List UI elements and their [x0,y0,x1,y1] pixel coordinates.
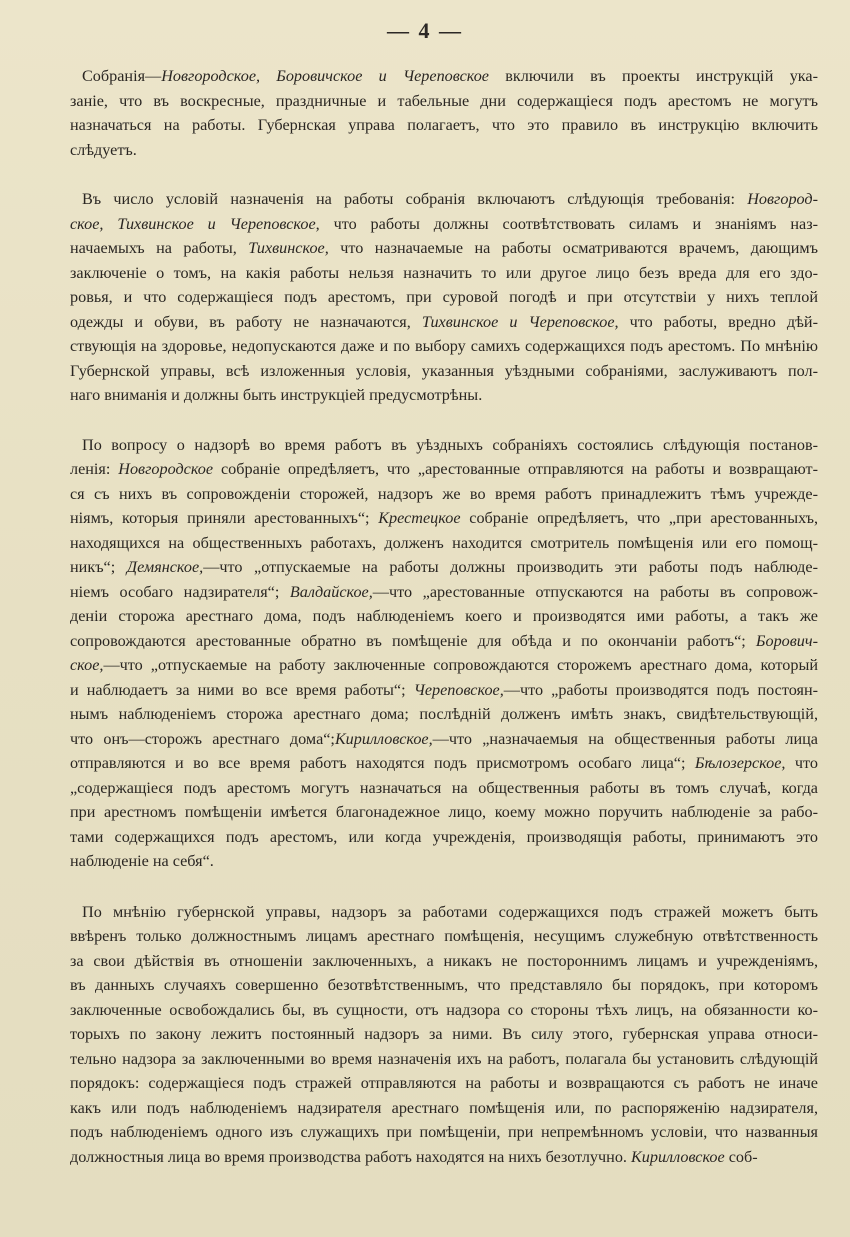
text-line [70,138,818,163]
italic-text: Тихвинское и Череповское, [421,312,619,331]
text-run: за свои дѣйствія въ отношеніи заключенныхъ, а никакъ не постороннимъ лицамъ и учрежденіямъ, [70,951,818,970]
text-run: заніе, что въ воскресные, праздничные и табельные дни содержащіеся подъ арестомъ не могутъ [70,91,818,110]
text-line [70,64,818,89]
text-line [70,555,818,580]
italic-text: Валдайское, [289,582,373,601]
text-run: заключенные освобождались бы, въ сущности, отъ надзора со стороны тѣхъ лицъ, на обязанности ко- [70,1000,818,1019]
text-line [70,1120,818,1145]
text-run: никъ“; [70,558,127,576]
text-run: наблюденіе на себя“. [70,852,214,870]
text-line [70,998,818,1023]
italic-text: Бѣлозерское, [694,754,786,772]
italic-text: Новгород- [747,190,818,208]
paragraph-2 [70,187,818,408]
text-line [70,334,818,359]
text-line [70,973,818,998]
text-line [70,678,818,703]
italic-text: Тихвинское, [248,239,329,257]
italic-text: Кирилловское, [334,729,433,748]
text-run: отправляются и во все время работъ находятся подъ присмотромъ особаго лица“; [70,754,695,772]
text-run: что онъ—сторожъ арестнаго дома“; [70,729,335,748]
text-run: порядокъ: содержащіеся подъ стражей отправляются на работы и возвращаются съ работъ не иначе [70,1074,818,1092]
text-run: —что „работы производятся подъ постоян- [503,680,818,699]
text-run: должностныя лица во время производства работъ находятся на нихъ безотлучно. [70,1147,632,1166]
text-line [70,433,818,458]
text-run: тами содержащихся подъ арестомъ, или когда учрежденія, производящія работы, принимаютъ это [70,827,818,846]
text-line [70,900,818,925]
text-run: деніи сторожа арестнаго дома, подъ наблюденіемъ коего и производятся ими работы, а такъ же [70,607,818,625]
paragraph-4 [70,900,818,1170]
text-run: находящихся на общественныхъ работахъ, долженъ находится смотритель помѣщенія или его помощ- [70,533,818,552]
text-line [70,1096,818,1121]
text-line [70,212,818,237]
text-line [70,727,818,752]
text-line [70,604,818,629]
text-line [70,702,818,727]
text-run: ввѣренъ только должностнымъ лицамъ арестнаго помѣщенія, несущимъ служебную отвѣтственность [70,927,818,945]
text-run: что работы, вредно дѣй- [618,312,818,331]
text-run: ніемъ особаго надзирателя“; [70,582,290,601]
italic-text: Череповское, [413,680,504,699]
text-run: начаемыхъ на работы, [70,239,249,257]
italic-text: Кирилловское [631,1147,725,1166]
text-line [70,261,818,286]
text-line [70,1022,818,1047]
text-run: торыхъ по закону лежитъ постоянный надзоръ за ними. Въ силу этого, губернская управа относи- [70,1025,818,1043]
text-line [70,825,818,850]
text-run: ленія: [70,460,119,478]
page-number: — 4 — [387,18,463,43]
italic-text: Демянское, [126,558,204,576]
text-line [70,310,818,335]
text-run: что назначаемые на работы осматриваются врачемъ, дающимъ [328,239,818,257]
text-run: что [785,754,818,772]
text-line [70,849,818,874]
text-run: сопровождаются арестованные обратно въ помѣщеніе для обѣда и по окончаніи работъ“; [70,631,756,650]
text-line [70,800,818,825]
text-run: включили въ проекты инструкцій ука- [489,67,818,85]
text-run: —что „арестованные отпускаются на работы въ сопровож- [372,582,818,601]
text-line [70,285,818,310]
text-line [70,751,818,776]
text-run: ся съ нихъ въ сопровожденіи сторожей, надзоръ же во время работъ принадлежитъ тѣмъ учрежде- [70,484,818,503]
text-run: назначаться на работы. Губернская управа полагаетъ, что это правило въ инструкцію включить [70,116,818,134]
text-run: какъ или подъ наблюденіемъ надзирателя арестнаго помѣщенія или, по распоряженію надзирателя, [70,1098,818,1117]
text-run: собраніе опредѣляетъ, что „при арестованныхъ, [460,509,818,527]
text-run: одежды и обуви, въ работу не назначаются, [70,312,422,331]
text-run: наго вниманія и должны быть инструкціей предусмотрѣны. [70,386,483,404]
text-line [70,482,818,507]
text-run: ровья, и что содержащіеся подъ арестомъ, при суровой погодѣ и при отсутствіи у нихъ теплой [70,288,818,306]
paragraph-1 [70,64,818,162]
text-line [70,629,818,654]
italic-text: Борович- [755,631,818,650]
italic-text: ское, Тихвинское и Череповское, [70,214,320,233]
text-run: и наблюдаетъ за ними во все время работы“; [70,680,414,699]
text-line [70,776,818,801]
text-run: слѣдуетъ. [70,140,137,159]
text-line [70,924,818,949]
text-run: Собранія— [82,67,162,85]
text-line [70,457,818,482]
italic-text: Новгородское, Боровичское и Череповское [161,67,489,85]
text-run: подъ наблюденіемъ одного изъ служащихъ при помѣщеніи, при непремѣнномъ условіи, что названныя [70,1123,818,1141]
text-run: —что „назначаемыя на общественныя работы лица [432,729,818,748]
italic-text: Новгородское [118,460,214,478]
text-line [70,89,818,114]
text-run: заключеніе о томъ, на какія работы нельзя назначить то или другое лицо безъ вреда для его здо- [70,263,818,282]
text-run: ніямъ, которыя приняли арестованныхъ“; [70,509,379,527]
text-run: нымъ наблюденіемъ сторожа арестнаго дома; послѣдній долженъ имѣть знакъ, свидѣтельствующій, [70,705,818,723]
text-run: Губернской управы, всѣ изложенныя условія, указанныя уѣздными собраніями, заслуживаютъ пол- [70,361,818,380]
text-run: что работы должны соотвѣтствовать силамъ и знаніямъ наз- [319,214,818,233]
text-run: соб- [724,1147,758,1166]
text-run: при арестномъ помѣщеніи имѣется благонадежное лицо, коему можно поручить наблюденіе за рабо- [70,803,818,821]
italic-text: ское, [70,656,104,674]
text-line [70,506,818,531]
text-run: въ данныхъ случаяхъ совершенно безотвѣтственнымъ, что представляло бы порядокъ, при которомъ [70,976,818,994]
text-run: ствующія на здоровье, недопускаются даже и по выбору самихъ содержащихся подъ арестомъ. По мнѣнію [70,337,818,355]
text-line [70,580,818,605]
text-run: —что „отпускаемые на работы должны производить эти работы подъ наблюде- [203,558,818,576]
text-line [70,653,818,678]
text-run: собраніе опредѣляетъ, что „арестованные отправляются на работы и возвращают- [213,460,818,478]
text-line [70,949,818,974]
text-line [70,1071,818,1096]
text-line [70,383,818,408]
body-text [70,64,818,1193]
text-line [70,113,818,138]
text-run: тельно надзора за заключенными во время назначенія ихъ на работъ, полагала бы установить слѣдующій [70,1049,818,1068]
text-line [70,236,818,261]
text-line [70,359,818,384]
text-line [70,1047,818,1072]
text-run: —что „отпускаемые на работу заключенные сопровождаются сторожемъ арестнаго дома, который [103,656,818,674]
text-run: По мнѣнію губернской управы, надзоръ за работами содержащихся подъ стражей можетъ быть [82,902,818,921]
italic-text: Крестецкое [378,509,461,527]
text-run: Въ число условій назначенія на работы собранія включаютъ слѣдующія требованія: [82,190,748,208]
text-run: По вопросу о надзорѣ во время работъ въ уѣздныхъ собраніяхъ состоялись слѣдующія постанов- [82,435,818,454]
text-line [70,531,818,556]
paragraph-3 [70,433,818,874]
text-run: „содержащіеся подъ арестомъ могутъ назначаться на общественныя работы въ томъ случаѣ, когда [70,778,818,797]
text-line [70,187,818,212]
text-line [70,1145,818,1170]
